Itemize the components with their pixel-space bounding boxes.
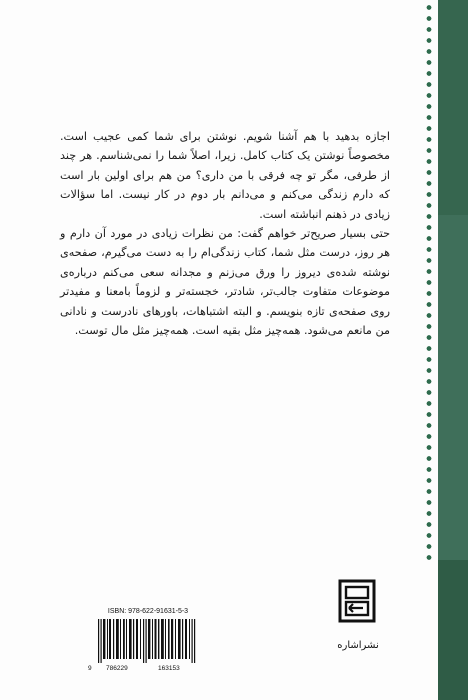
blurb-text <box>60 127 390 340</box>
publisher-logo-icon <box>337 578 377 636</box>
green-spine-strip <box>438 0 468 700</box>
barcode-digit-group-2: 786229 <box>106 665 128 672</box>
barcode-digit-group-3: 163153 <box>158 665 180 672</box>
barcode <box>88 608 208 678</box>
blurb-paragraph-1: اجازه بدهید با هم آشنا شویم. نوشتن برای شما کمی عجیب است. مخصوصاً نوشتن یک کتاب کامل. زیرا، اصلاً شما را نمی‌شناسم. هر چند از طرفی، مگر تو چه فرقی با من داری؟ من هم برای اولین بار است که دارم زندگی می‌کنم و می‌دانم بار دوم در کار نیست. اما سؤالات زیادی در ذهنم انباشته است. <box>60 130 390 221</box>
spine-block-bottom <box>438 560 468 700</box>
isbn-label: ISBN: 978-622-91631-5-3 <box>107 608 189 615</box>
dotted-border <box>425 0 433 560</box>
barcode-digit-group-1: 9 <box>88 665 92 672</box>
spine-block-top <box>438 0 468 215</box>
publisher-name: نشراشاره <box>337 640 379 651</box>
barcode-bars <box>96 619 202 663</box>
blurb-paragraph-2: حتی بسیار صریح‌تر خواهم گفت: من نظرات زیادی در مورد آن دارم و هر روز، درست مثل شما، کتاب زندگی‌ام را به دست می‌گیرم، صفحه‌ی نوشته شده‌ی دیروز را ورق می‌زنم و مجدانه سعی می‌کنم درباره‌ی موضوعات متفاوت جالب‌تر، شادتر، خجسته‌تر و لزوماً بامعنا و مفیدتر روی صفحه‌ی تازه بنویسم. و البته اشتباهات، باورهای نادرست و نادانی من مانعم می‌شود. همه‌چیز مثل بقیه است. همه‌چیز مثل مال توست. <box>60 227 390 338</box>
